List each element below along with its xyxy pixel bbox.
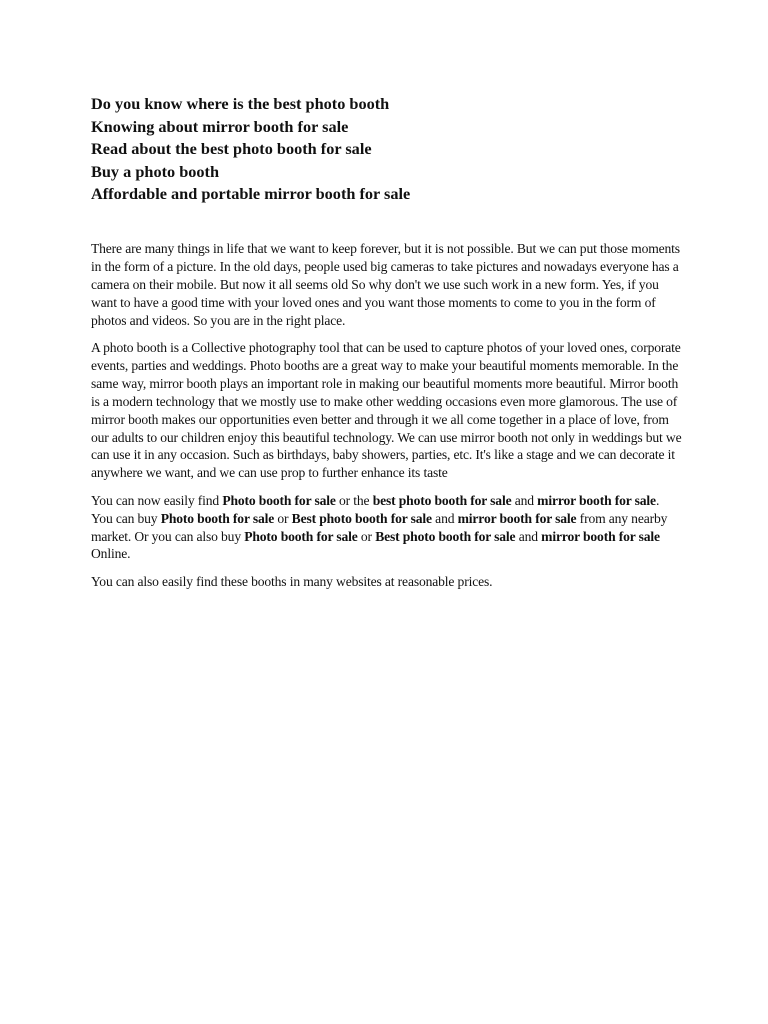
text-segment: You can now easily find [91, 492, 223, 508]
text-segment: Online. [91, 546, 131, 562]
document-page [91, 93, 683, 600]
heading-affordable-mirror-booth: Affordable and portable mirror booth for sale [91, 184, 411, 204]
keyword-bold: Photo booth for sale [222, 492, 336, 508]
text-segment: and [515, 528, 542, 544]
text-segment: and [431, 510, 458, 526]
keyword-bold: Photo booth for sale [160, 510, 275, 526]
keyword-bold: mirror booth for sale [457, 510, 577, 526]
keyword-bold: mirror booth for sale [541, 528, 660, 544]
text-segment: . You can buy [91, 492, 660, 526]
keyword-bold: Best photo booth for sale [291, 510, 432, 526]
paragraph-photo-booth-description: A photo booth is a Collective photography tool that can be used to capture photos of your loved ones, corporate events, parties and weddings. Photo booths are a great way to make your beautiful moments memorable. In the same way, mirror booth plays an important role in making our beautiful moments more beautiful. Mirror booth is a modern technology that we mostly use to make other wedding occasions even more glamorous. The use of mirror booth makes our opportunities even better and through it we all come together in a place of love, from our adults to our children enjoy this beautiful technology. We can use mirror booth not only in weddings but we can use it in any occasion. Such as birthdays, baby showers, parties, etc. It's like a stage and we can decorate it anywhere we want, and we can use prop to further enhance its taste [91, 340, 682, 481]
text-segment: from any nearby market. Or you can also buy [91, 510, 668, 544]
heading-mirror-booth-sale: Knowing about mirror booth for sale [91, 116, 349, 136]
heading-buy-photo-booth: Buy a photo booth [91, 161, 220, 181]
text-segment: or [274, 510, 292, 526]
heading-best-photo-booth: Do you know where is the best photo booth [91, 94, 390, 113]
paragraph-where-to-buy [91, 492, 683, 564]
keyword-bold: best photo booth for sale [372, 492, 512, 508]
paragraph-websites: You can also easily find these booths in many websites at reasonable prices. [91, 573, 493, 589]
text-segment: or the [335, 492, 373, 508]
text-segment: or [357, 528, 376, 544]
keyword-bold: Best photo booth for sale [375, 528, 516, 544]
heading-list [91, 93, 683, 206]
keyword-bold: mirror booth for sale [537, 492, 656, 508]
text-segment: and [511, 492, 538, 508]
keyword-bold: Photo booth for sale [244, 528, 358, 544]
heading-read-about: Read about the best photo booth for sale [91, 139, 372, 159]
paragraph-intro: There are many things in life that we want to keep forever, but it is not possible. But we can put those moments in the form of a picture. In the old days, people used big cameras to take pictures and nowadays everyone has a camera on their mobile. But now it all seems old So why don't we use such work in a new form. Yes, if you want to have a good time with your loved ones and you want those moments to come to you in the form of photos and videos. So you are in the right place. [91, 240, 680, 328]
